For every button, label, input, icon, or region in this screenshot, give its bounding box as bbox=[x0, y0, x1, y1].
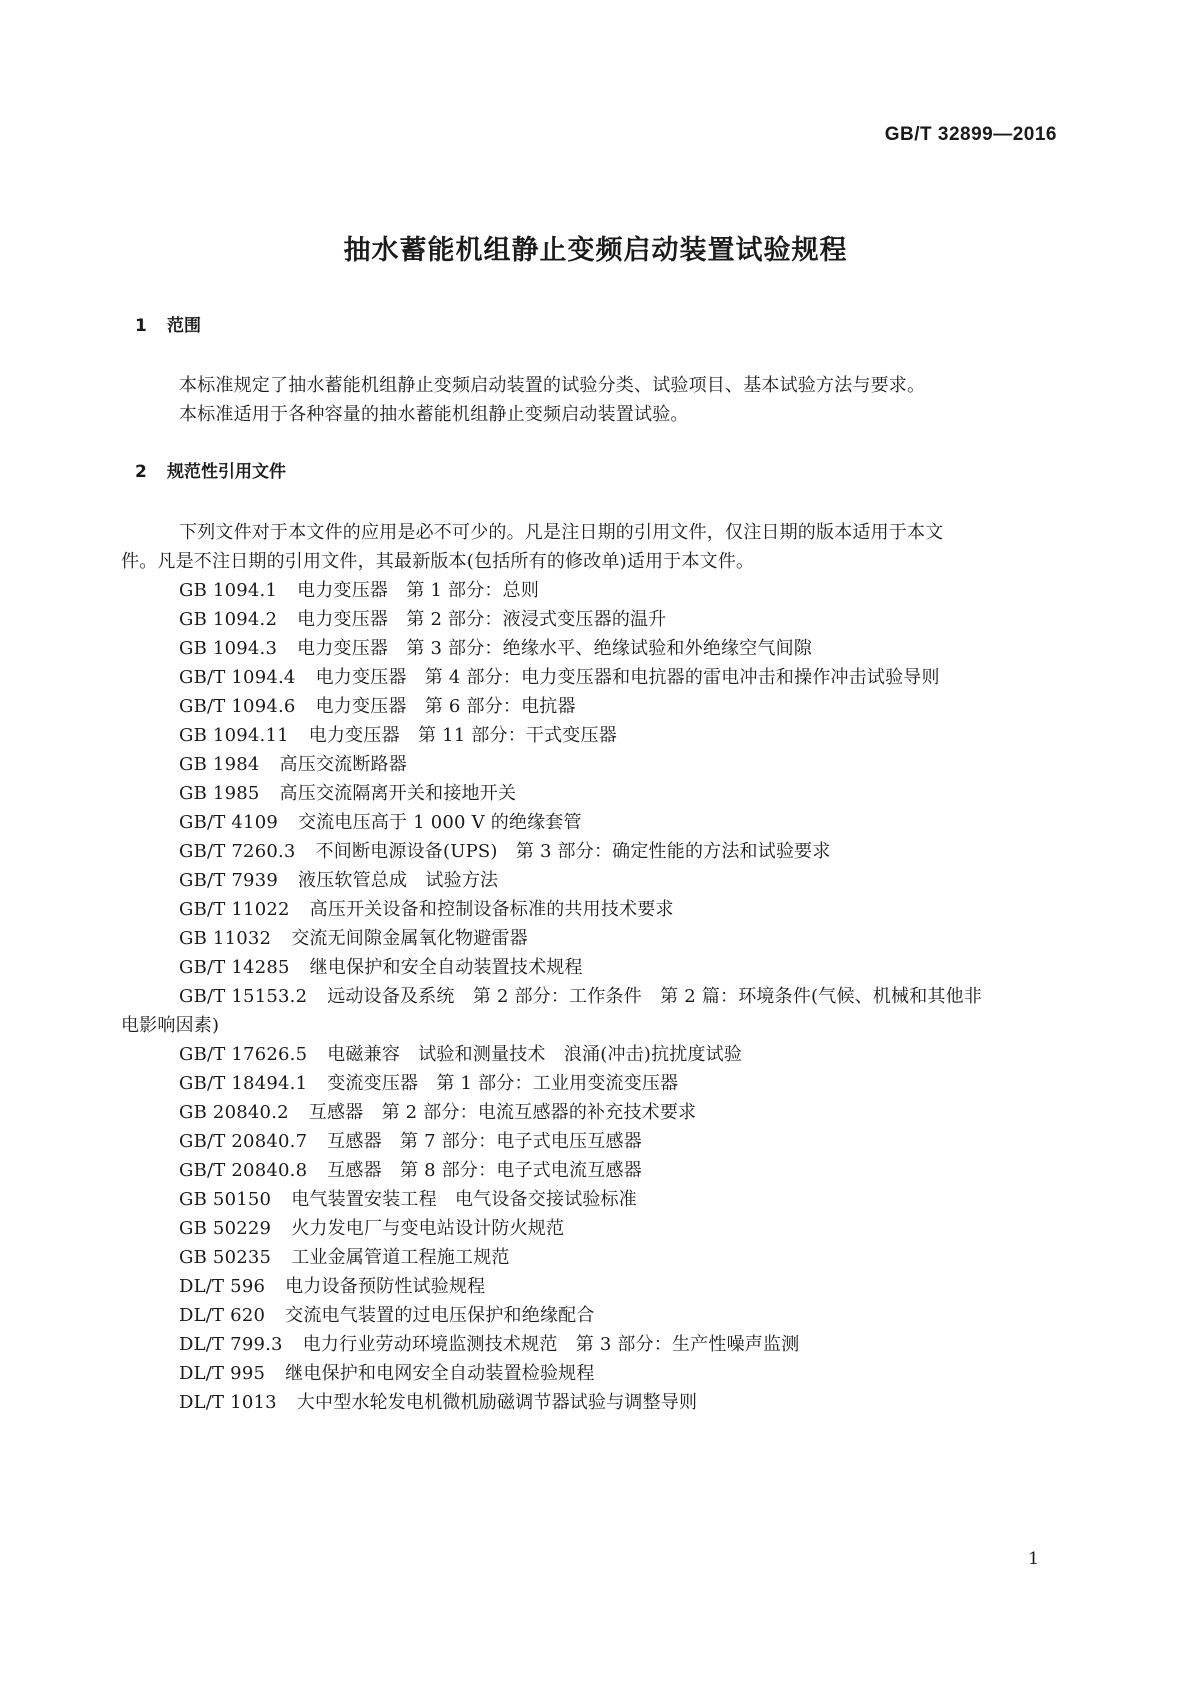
reference-code: GB 20840.2 bbox=[179, 1102, 289, 1123]
reference-code: GB/T 1094.6 bbox=[179, 696, 296, 717]
reference-item bbox=[179, 1185, 637, 1211]
standard-code: GB/T 32899—2016 bbox=[884, 124, 1057, 145]
reference-item bbox=[179, 982, 982, 1008]
reference-code: GB 1094.1 bbox=[179, 580, 278, 601]
reference-item bbox=[179, 1301, 595, 1327]
reference-item bbox=[179, 1388, 697, 1414]
reference-item bbox=[179, 953, 583, 979]
reference-title: 继电保护和安全自动装置技术规程 bbox=[309, 957, 583, 978]
reference-item bbox=[179, 634, 812, 660]
reference-title: 互感器 第 2 部分：电流互感器的补充技术要求 bbox=[308, 1102, 697, 1123]
reference-item bbox=[179, 808, 582, 834]
reference-item bbox=[179, 750, 407, 776]
reference-code: DL/T 995 bbox=[179, 1363, 266, 1384]
reference-title: 电力变压器 第 11 部分：干式变压器 bbox=[308, 725, 617, 746]
reference-title: 电力变压器 第 1 部分：总则 bbox=[297, 580, 540, 601]
section-title: 范围 bbox=[167, 316, 201, 336]
reference-title: 继电保护和电网安全自动装置检验规程 bbox=[285, 1363, 595, 1384]
reference-item bbox=[179, 924, 528, 950]
reference-item bbox=[179, 866, 498, 892]
reference-title: 交流电压高于 1 000 V 的绝缘套管 bbox=[298, 812, 582, 833]
reference-item bbox=[179, 605, 666, 631]
reference-code: GB/T 17626.5 bbox=[179, 1044, 308, 1065]
reference-code: GB/T 11022 bbox=[179, 899, 290, 920]
reference-code: GB/T 20840.8 bbox=[179, 1160, 308, 1181]
paragraph-line: 本标准适用于各种容量的抽水蓄能机组静止变频启动装置试验。 bbox=[179, 404, 689, 425]
reference-title: 高压交流断路器 bbox=[279, 754, 407, 775]
reference-title: 交流电气装置的过电压保护和绝缘配合 bbox=[285, 1305, 595, 1326]
reference-code: GB 1094.11 bbox=[179, 725, 289, 746]
reference-title: 变流变压器 第 1 部分：工业用变流变压器 bbox=[327, 1073, 679, 1094]
reference-item bbox=[179, 837, 831, 863]
reference-code: DL/T 596 bbox=[179, 1276, 266, 1297]
reference-item bbox=[179, 1069, 678, 1095]
reference-title: 互感器 第 7 部分：电子式电压互感器 bbox=[327, 1131, 642, 1152]
reference-code: DL/T 799.3 bbox=[179, 1334, 283, 1355]
reference-title: 电力行业劳动环境监测技术规范 第 3 部分：生产性噪声监测 bbox=[302, 1334, 800, 1355]
reference-code: GB 1094.2 bbox=[179, 609, 278, 630]
reference-item bbox=[179, 895, 674, 921]
reference-title: 液压软管总成 试验方法 bbox=[298, 870, 499, 891]
reference-title: 电力变压器 第 3 部分：绝缘水平、绝缘试验和外绝缘空气间隙 bbox=[297, 638, 813, 659]
reference-title: 电磁兼容 试验和测量技术 浪涌(冲击)抗扰度试验 bbox=[327, 1044, 743, 1065]
reference-code: GB 50235 bbox=[179, 1247, 272, 1268]
reference-item bbox=[179, 1214, 564, 1240]
reference-item bbox=[179, 1272, 485, 1298]
reference-title: 互感器 第 8 部分：电子式电流互感器 bbox=[327, 1160, 642, 1181]
reference-item bbox=[179, 1156, 642, 1182]
reference-title: 不间断电源设备(UPS) 第 3 部分：确定性能的方法和试验要求 bbox=[315, 841, 831, 862]
reference-item bbox=[179, 1359, 595, 1385]
reference-code: GB/T 7939 bbox=[179, 870, 279, 891]
reference-code: GB/T 14285 bbox=[179, 957, 290, 978]
reference-code: GB 50229 bbox=[179, 1218, 272, 1239]
reference-item bbox=[179, 692, 576, 718]
reference-code: GB/T 1094.4 bbox=[179, 667, 296, 688]
reference-item bbox=[179, 1127, 642, 1153]
reference-item bbox=[179, 576, 539, 602]
reference-title: 电力变压器 第 4 部分：电力变压器和电抗器的雷电冲击和操作冲击试验导则 bbox=[315, 667, 940, 688]
reference-code: GB/T 15153.2 bbox=[179, 986, 308, 1007]
reference-code: GB 1985 bbox=[179, 783, 260, 804]
reference-code: GB/T 20840.7 bbox=[179, 1131, 308, 1152]
reference-title: 远动设备及系统 第 2 部分：工作条件 第 2 篇：环境条件(气候、机械和其他非 bbox=[327, 986, 983, 1007]
reference-item bbox=[179, 1040, 742, 1066]
reference-code: DL/T 1013 bbox=[179, 1392, 277, 1413]
paragraph-line: 本标准规定了抽水蓄能机组静止变频启动装置的试验分类、试验项目、基本试验方法与要求。 bbox=[179, 375, 926, 396]
reference-code: GB/T 18494.1 bbox=[179, 1073, 308, 1094]
reference-title: 火力发电厂与变电站设计防火规范 bbox=[291, 1218, 565, 1239]
section-heading-scope bbox=[135, 311, 201, 336]
page-number: 1 bbox=[1028, 1549, 1039, 1569]
reference-item bbox=[179, 1098, 696, 1124]
reference-item bbox=[179, 663, 940, 689]
reference-item-continuation: 电影响因素) bbox=[121, 1015, 220, 1036]
paragraph-line: 下列文件对于本文件的应用是必不可少的。凡是注日期的引用文件，仅注日期的版本适用于本文 bbox=[179, 522, 944, 543]
section-number: 2 bbox=[135, 462, 147, 482]
reference-item bbox=[179, 721, 617, 747]
reference-title: 电力设备预防性试验规程 bbox=[285, 1276, 486, 1297]
reference-title: 交流无间隙金属氧化物避雷器 bbox=[291, 928, 528, 949]
reference-code: GB 11032 bbox=[179, 928, 272, 949]
reference-title: 高压开关设备和控制设备标准的共用技术要求 bbox=[309, 899, 674, 920]
section-title: 规范性引用文件 bbox=[167, 462, 286, 482]
reference-title: 工业金属管道工程施工规范 bbox=[291, 1247, 510, 1268]
reference-item bbox=[179, 779, 516, 805]
reference-title: 高压交流隔离开关和接地开关 bbox=[279, 783, 517, 804]
reference-code: GB 50150 bbox=[179, 1189, 272, 1210]
reference-title: 大中型水轮发电机微机励磁调节器试验与调整导则 bbox=[296, 1392, 698, 1413]
section-number: 1 bbox=[135, 316, 147, 336]
reference-code: GB/T 4109 bbox=[179, 812, 279, 833]
reference-item bbox=[179, 1330, 799, 1356]
reference-code: GB 1984 bbox=[179, 754, 260, 775]
reference-title: 电气装置安装工程 电气设备交接试验标准 bbox=[291, 1189, 638, 1210]
reference-code: DL/T 620 bbox=[179, 1305, 266, 1326]
reference-code: GB/T 7260.3 bbox=[179, 841, 296, 862]
reference-code: GB 1094.3 bbox=[179, 638, 278, 659]
section-heading-normative-references bbox=[135, 457, 286, 482]
reference-item bbox=[179, 1243, 510, 1269]
reference-title: 电力变压器 第 2 部分：液浸式变压器的温升 bbox=[297, 609, 667, 630]
document-title: 抽水蓄能机组静止变频启动装置试验规程 bbox=[343, 235, 848, 266]
paragraph-line: 件。凡是不注日期的引用文件，其最新版本(包括所有的修改单)适用于本文件。 bbox=[121, 551, 755, 572]
reference-title: 电力变压器 第 6 部分：电抗器 bbox=[315, 696, 576, 717]
